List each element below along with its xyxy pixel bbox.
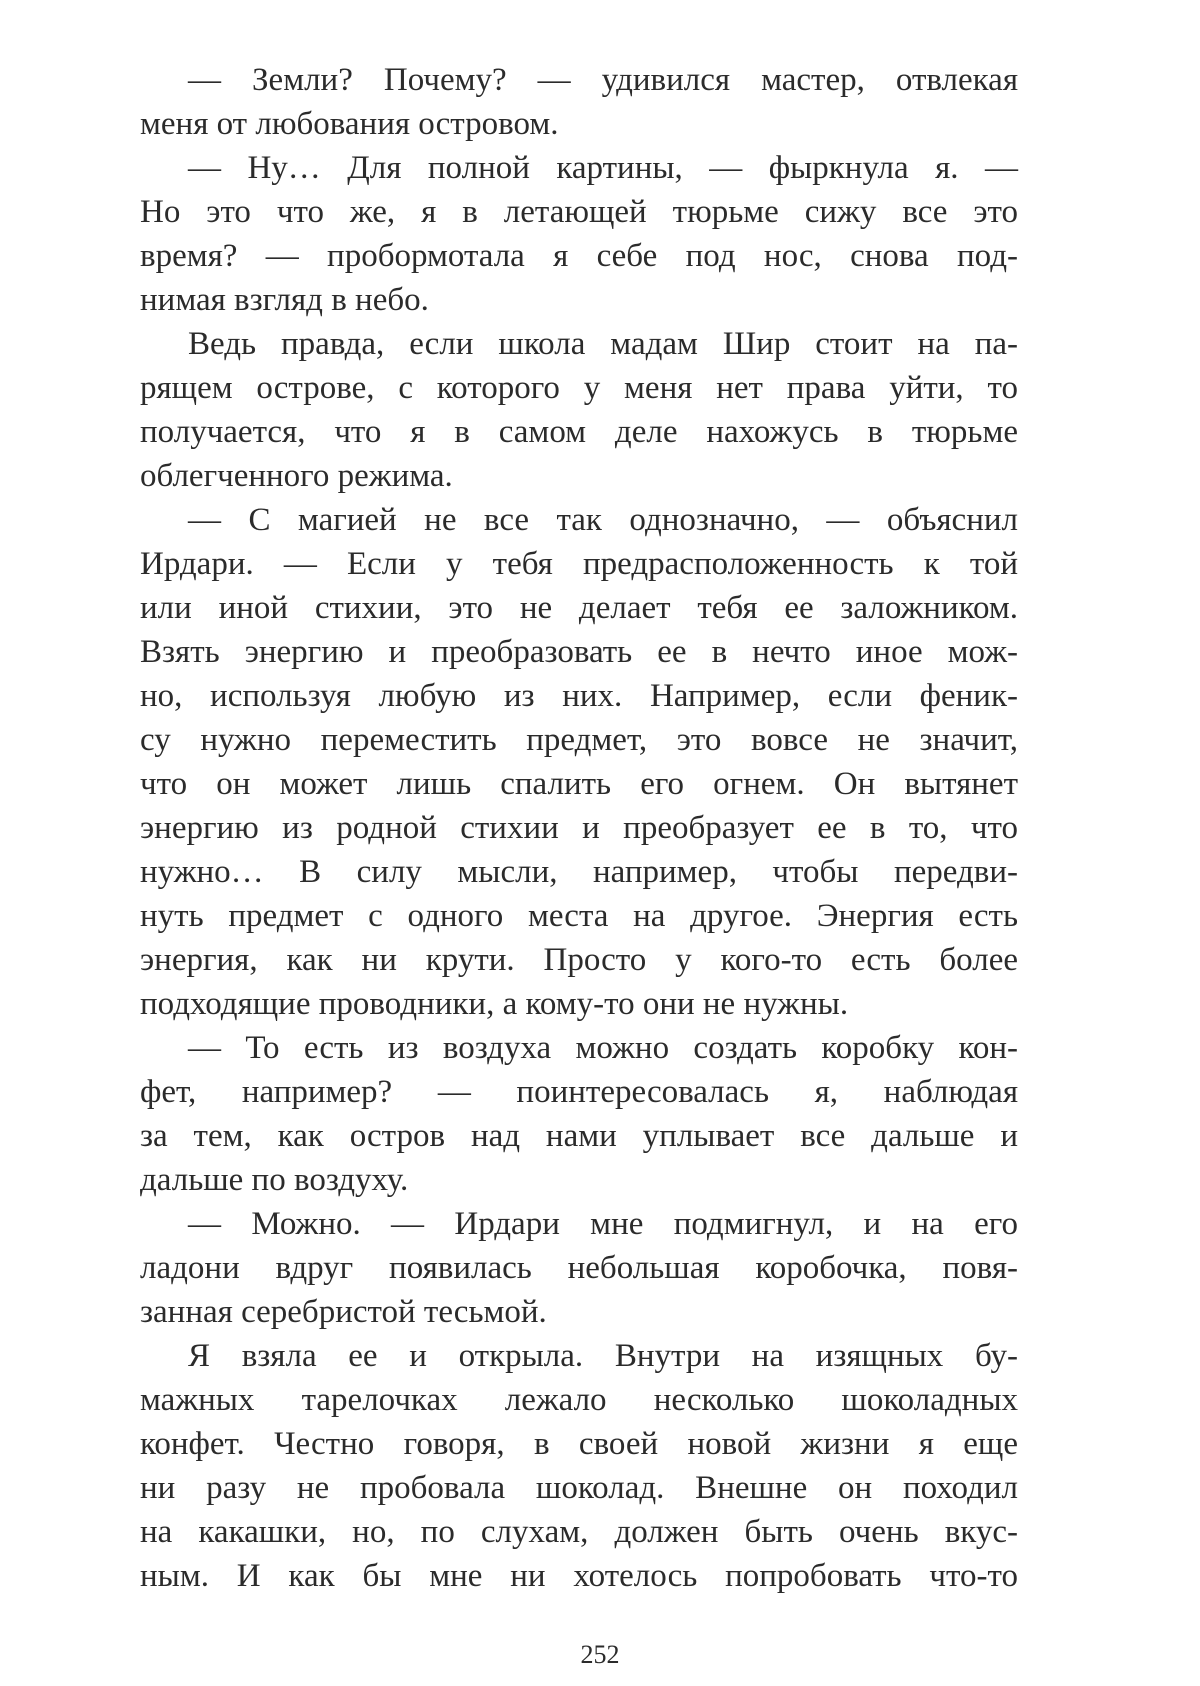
text-line: время? — пробормотала я себе под нос, снова под-	[140, 238, 1018, 274]
text-line: — Ну… Для полной картины, — фыркнула я. —	[188, 150, 1018, 186]
text-line: ным. И как бы мне ни хотелось попробовать что-то	[140, 1558, 1018, 1594]
text-line: на какашки, но, по слухам, должен быть очень вкус-	[140, 1514, 1018, 1550]
text-line: получается, что я в самом деле нахожусь в тюрьме	[140, 414, 1018, 450]
text-line: фет, например? — поинтересовалась я, наблюдая	[140, 1074, 1018, 1110]
text-line: нужно… В силу мысли, например, чтобы передви-	[140, 854, 1018, 890]
text-line: Ирдари. — Если у тебя предрасположенность к той	[140, 546, 1018, 582]
text-line: ни разу не пробовала шоколад. Внешне он походил	[140, 1470, 1018, 1506]
text-line: Но это что же, я в летающей тюрьме сижу все это	[140, 194, 1018, 230]
page-number: 252	[580, 1640, 620, 1669]
text-line: но, используя любую из них. Например, если феник-	[140, 678, 1018, 714]
text-line: энергия, как ни крути. Просто у кого-то есть более	[140, 942, 1018, 978]
text-line: — То есть из воздуха можно создать коробку кон-	[188, 1030, 1018, 1066]
text-line: за тем, как остров над нами уплывает все дальше и	[140, 1118, 1018, 1154]
text-line: Взять энергию и преобразовать ее в нечто иное мож-	[140, 634, 1018, 670]
text-line: — Можно. — Ирдари мне подмигнул, и на его	[188, 1206, 1018, 1242]
text-line: энергию из родной стихии и преобразует ее в то, что	[140, 810, 1018, 846]
text-line: Я взяла ее и открыла. Внутри на изящных бу-	[188, 1338, 1018, 1374]
text-line: меня от любования островом.	[140, 106, 559, 142]
text-line: Ведь правда, если школа мадам Шир стоит на па-	[188, 326, 1018, 362]
text-line: рящем острове, с которого у меня нет права уйти, то	[140, 370, 1018, 406]
text-line: дальше по воздуху.	[140, 1162, 409, 1198]
text-line: — Земли? Почему? — удивился мастер, отвлекая	[188, 62, 1018, 98]
text-line: конфет. Честно говоря, в своей новой жизни я еще	[140, 1426, 1018, 1462]
text-line: ладони вдруг появилась небольшая коробочка, повя-	[140, 1250, 1018, 1286]
text-line: нимая взгляд в небо.	[140, 282, 429, 318]
text-line: су нужно переместить предмет, это вовсе не значит,	[140, 722, 1018, 758]
text-line: подходящие проводники, а кому-то они не нужны.	[140, 986, 849, 1022]
text-line: занная серебристой тесьмой.	[140, 1294, 547, 1330]
text-line: или иной стихии, это не делает тебя ее заложником.	[140, 590, 1018, 626]
text-line: облегченного режима.	[140, 458, 453, 494]
text-line: — С магией не все так однозначно, — объяснил	[188, 502, 1018, 538]
text-line: что он может лишь спалить его огнем. Он вытянет	[140, 766, 1018, 802]
text-line: мажных тарелочках лежало несколько шоколадных	[140, 1382, 1018, 1418]
text-line: нуть предмет с одного места на другое. Энергия есть	[140, 898, 1018, 934]
body-text	[140, 58, 1018, 1598]
